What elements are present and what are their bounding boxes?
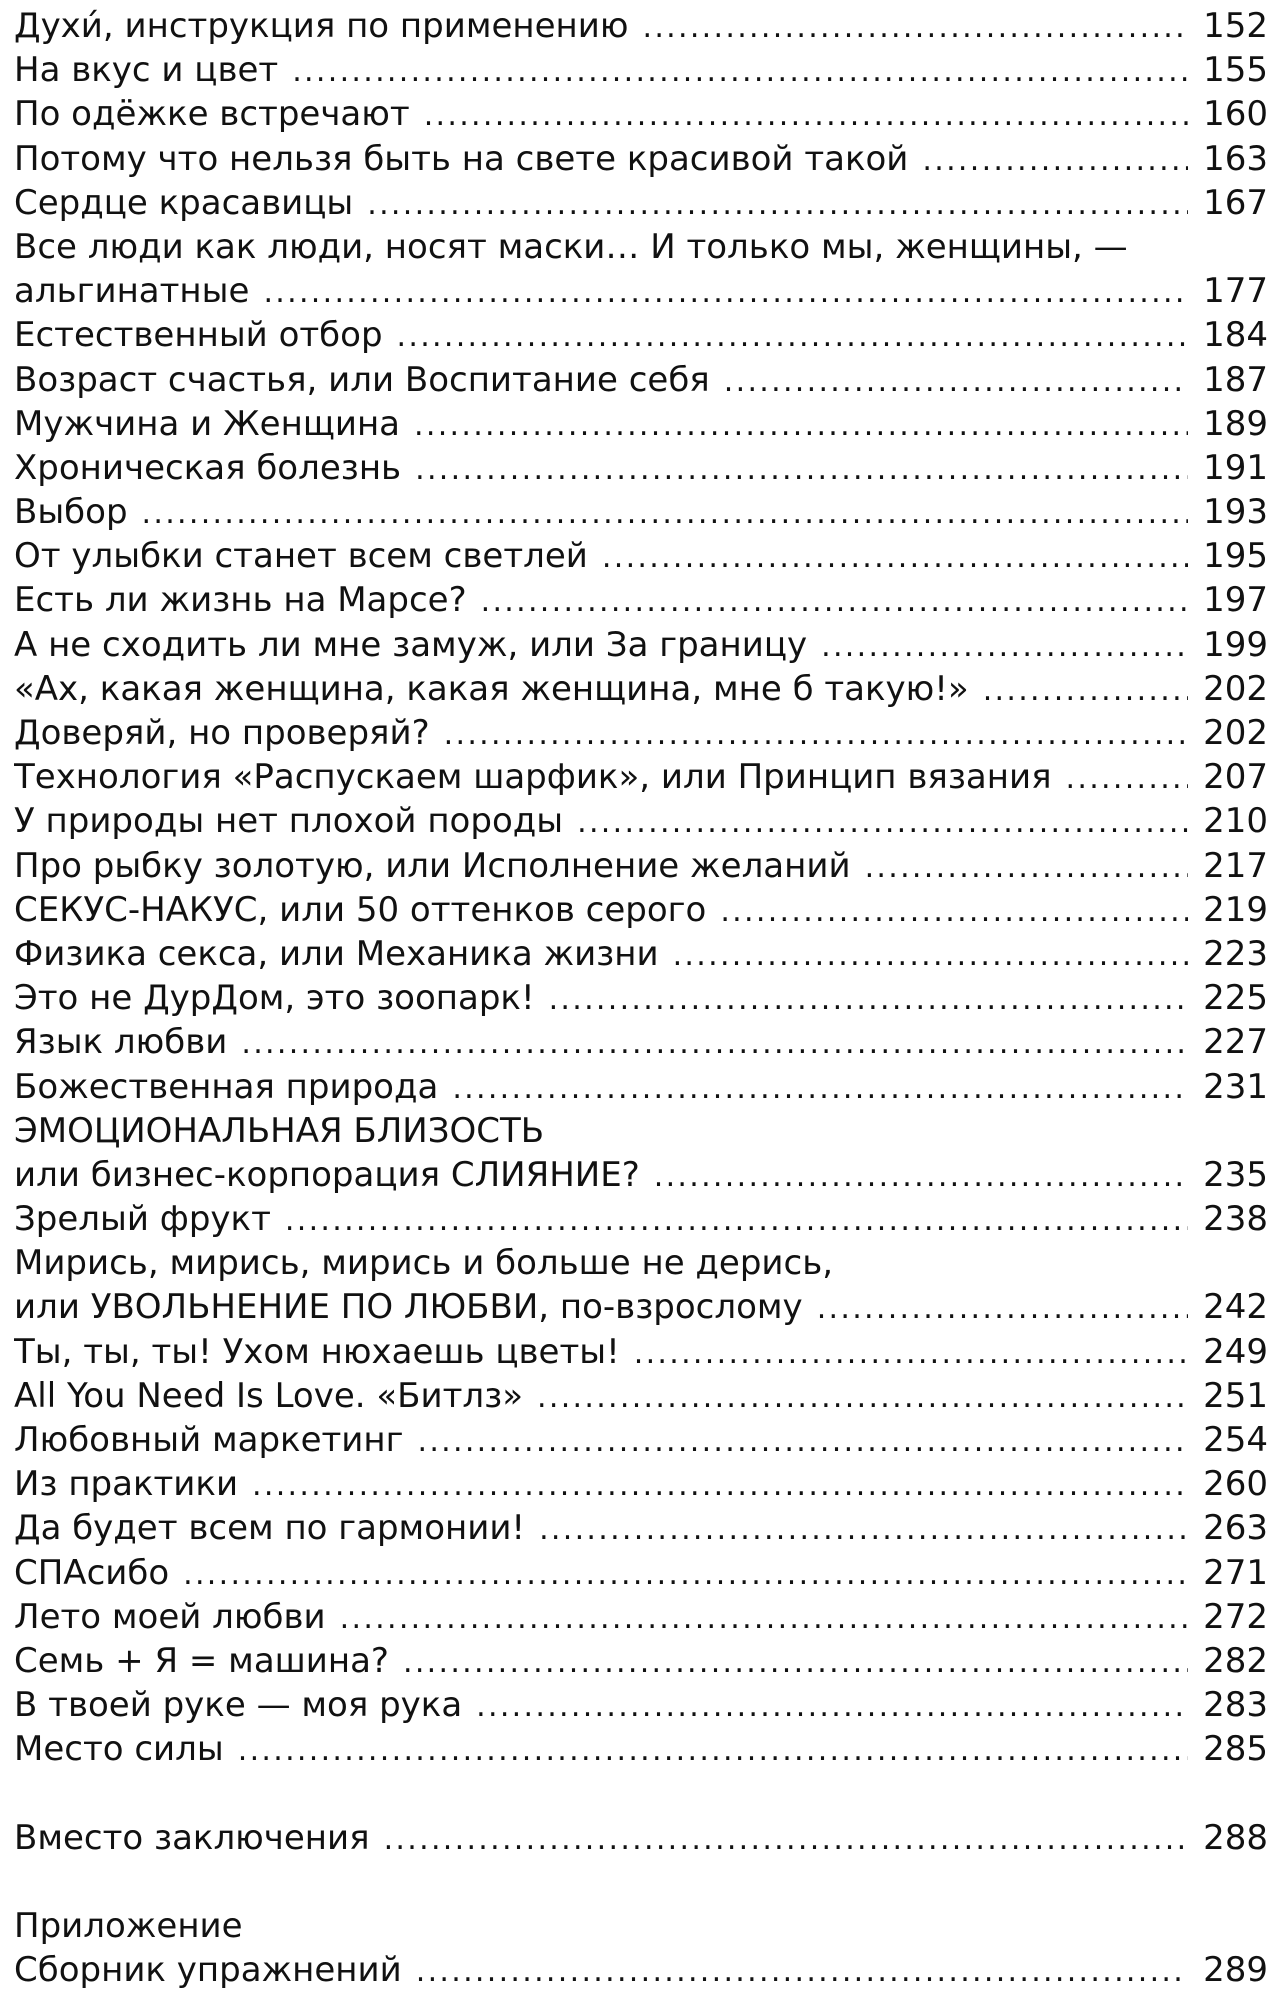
dot-leader xyxy=(252,1464,1188,1506)
toc-entry-title: СЕКУС-НАКУС, или 50 оттенков серого xyxy=(14,889,707,930)
toc-entry xyxy=(14,578,1268,622)
toc-entry xyxy=(14,402,1268,446)
toc-entry-page-number: 227 xyxy=(1203,1022,1268,1063)
dot-leader xyxy=(415,448,1188,490)
toc-entry-title: Физика секса, или Механика жизни xyxy=(14,933,659,974)
toc-entry-title: Про рыбку золотую, или Исполнение желаний xyxy=(14,845,851,886)
toc-spacer xyxy=(14,1772,1268,1816)
toc-entry-title: Семь + Я = машина? xyxy=(14,1640,389,1681)
toc-entry xyxy=(14,1639,1268,1683)
toc-entry xyxy=(14,1595,1268,1639)
toc-entry-title: Место силы xyxy=(14,1729,224,1770)
toc-entry xyxy=(14,1374,1268,1418)
toc-entry xyxy=(14,755,1268,799)
toc-entry xyxy=(14,1683,1268,1727)
toc-entry-page-number: 242 xyxy=(1203,1287,1268,1328)
toc-entry-title: Вместо заключения xyxy=(14,1817,370,1858)
toc-entry xyxy=(14,446,1268,490)
toc-entry xyxy=(14,1727,1268,1771)
toc-entry-page-number: 254 xyxy=(1203,1420,1268,1460)
toc-entry xyxy=(14,534,1268,578)
toc-entry-page-number: 160 xyxy=(1203,94,1268,135)
toc-entry-page-number: 235 xyxy=(1203,1154,1268,1195)
toc-entry-title: Это не ДурДом, это зоопарк! xyxy=(14,978,535,1019)
toc-entry-page-number: 184 xyxy=(1203,315,1268,356)
dot-leader xyxy=(403,1641,1188,1683)
dot-leader xyxy=(643,6,1189,48)
toc-entry xyxy=(14,844,1268,888)
dot-leader xyxy=(537,1376,1188,1418)
dot-leader xyxy=(720,890,1188,932)
toc-entry-title: Выбор xyxy=(14,492,128,533)
toc-entry-page-number: 191 xyxy=(1203,447,1268,488)
toc-entry-page-number: 251 xyxy=(1203,1375,1268,1416)
toc-entry-page-number: 167 xyxy=(1203,182,1268,223)
dot-leader xyxy=(983,669,1188,711)
toc-entry-title: Возраст счастья, или Воспитание себя xyxy=(14,359,710,400)
toc-entry-page-number: 152 xyxy=(1203,6,1268,46)
dot-leader xyxy=(673,934,1188,976)
toc-entry xyxy=(14,1330,1268,1374)
table-of-contents xyxy=(14,4,1268,1992)
toc-entry-page-number: 263 xyxy=(1203,1508,1268,1549)
toc-entry xyxy=(14,1153,1268,1197)
toc-entry-page-number: 285 xyxy=(1203,1729,1268,1770)
toc-entry-title: СПАсибо xyxy=(14,1552,170,1593)
toc-entry-title: Божественная природа xyxy=(14,1066,439,1107)
toc-entry xyxy=(14,623,1268,667)
toc-entry xyxy=(14,1462,1268,1506)
toc-entry xyxy=(14,4,1268,48)
toc-entry xyxy=(14,313,1268,357)
toc-entry-title: В твоей руке — моя рука xyxy=(14,1685,463,1726)
toc-entry-page-number: 260 xyxy=(1203,1464,1268,1505)
toc-entry-page-number: 223 xyxy=(1203,933,1268,974)
toc-entry-page-number: 187 xyxy=(1203,359,1268,400)
toc-entry-title: ЭМОЦИОНАЛЬНАЯ БЛИЗОСТЬ xyxy=(14,1110,545,1151)
dot-leader xyxy=(444,713,1188,755)
toc-entry-page-number: 195 xyxy=(1203,536,1268,577)
dot-leader xyxy=(724,360,1188,402)
toc-entry xyxy=(14,1065,1268,1109)
toc-entry-page-number: 163 xyxy=(1203,138,1268,179)
dot-leader xyxy=(263,271,1188,313)
toc-entry-title: или УВОЛЬНЕНИЕ ПО ЛЮБВИ, по-взрослому xyxy=(14,1287,803,1328)
toc-entry-page-number: 271 xyxy=(1203,1552,1268,1593)
dot-leader xyxy=(397,315,1188,357)
toc-entry-title: Духи́, инструкция по применению xyxy=(14,6,629,46)
dot-leader xyxy=(416,1950,1188,1992)
toc-entry-page-number: 225 xyxy=(1203,978,1268,1019)
toc-entry-page-number: 283 xyxy=(1203,1685,1268,1726)
toc-entry-title: От улыбки станет всем светлей xyxy=(14,536,588,577)
toc-entry xyxy=(14,181,1268,225)
dot-leader xyxy=(285,1199,1188,1241)
dot-leader xyxy=(865,846,1188,888)
toc-entry-page-number: 189 xyxy=(1203,403,1268,444)
toc-entry-title: Любовный маркетинг xyxy=(14,1420,404,1460)
toc-entry-page-number: 272 xyxy=(1203,1596,1268,1637)
toc-entry-page-number: 193 xyxy=(1203,492,1268,533)
toc-entry-page-number: 231 xyxy=(1203,1066,1268,1107)
toc-entry-title: Язык любви xyxy=(14,1022,228,1063)
dot-leader xyxy=(1066,757,1188,799)
toc-entry-page-number: 202 xyxy=(1203,713,1268,753)
dot-leader xyxy=(602,536,1188,578)
dot-leader xyxy=(922,139,1188,181)
dot-leader xyxy=(476,1685,1188,1727)
toc-entry xyxy=(14,711,1268,755)
toc-entry-title: Из практики xyxy=(14,1464,239,1505)
toc-entry xyxy=(14,137,1268,181)
toc-entry-page-number: 282 xyxy=(1203,1640,1268,1681)
toc-entry-page-number: 199 xyxy=(1203,624,1268,665)
toc-entry-title: All You Need Is Love. «Битлз» xyxy=(14,1375,524,1416)
toc-entry-title: Приложение xyxy=(14,1906,243,1947)
toc-entry-page-number: 207 xyxy=(1203,757,1268,798)
toc-entry-page-number: 197 xyxy=(1203,580,1268,621)
toc-entry xyxy=(14,1197,1268,1241)
dot-leader xyxy=(340,1597,1188,1639)
toc-entry-title: У природы нет плохой породы xyxy=(14,801,564,842)
toc-entry-page-number: 177 xyxy=(1203,271,1268,312)
toc-entry-title: Есть ли жизнь на Марсе? xyxy=(14,580,467,621)
toc-entry-title: Мирись, мирись, мирись и больше не дерись, xyxy=(14,1243,834,1284)
toc-entry-title: На вкус и цвет xyxy=(14,50,279,91)
toc-entry-page-number: 289 xyxy=(1203,1950,1268,1991)
toc-entry-title: Да будет всем по гармонии! xyxy=(14,1508,526,1549)
dot-leader xyxy=(142,492,1188,534)
dot-leader xyxy=(238,1729,1188,1771)
toc-entry xyxy=(14,1418,1268,1462)
toc-entry-title: альгинатные xyxy=(14,271,250,312)
toc-entry xyxy=(14,667,1268,711)
toc-entry xyxy=(14,1109,1268,1153)
dot-leader xyxy=(577,801,1188,843)
toc-entry xyxy=(14,1551,1268,1595)
toc-entry-page-number: 288 xyxy=(1203,1817,1268,1858)
toc-entry xyxy=(14,48,1268,92)
dot-leader xyxy=(241,1022,1188,1064)
toc-entry-title: По одёжке встречают xyxy=(14,94,410,135)
dot-leader xyxy=(384,1818,1188,1860)
dot-leader xyxy=(481,580,1188,622)
toc-entry-title: Хроническая болезнь xyxy=(14,447,402,488)
toc-entry-title: Все люди как люди, носят маски… И только мы, женщины, — xyxy=(14,226,1128,267)
toc-entry-title: «Ах, какая женщина, какая женщина, мне б такую!» xyxy=(14,668,969,709)
toc-entry-title: А не сходить ли мне замуж, или За границу xyxy=(14,624,808,665)
toc-entry xyxy=(14,1904,1268,1948)
toc-entry-title: Потому что нельзя быть на свете красивой такой xyxy=(14,138,909,179)
toc-entry xyxy=(14,269,1268,313)
dot-leader xyxy=(452,1067,1188,1109)
toc-entry-page-number: 219 xyxy=(1203,889,1268,930)
dot-leader xyxy=(292,50,1188,92)
dot-leader xyxy=(634,1332,1188,1374)
toc-entry xyxy=(14,1020,1268,1064)
dot-leader xyxy=(821,625,1188,667)
toc-entry xyxy=(14,490,1268,534)
toc-entry-title: Естественный отбор xyxy=(14,315,383,356)
toc-entry-title: Доверяй, но проверяй? xyxy=(14,713,430,753)
toc-entry-title: Сборник упражнений xyxy=(14,1950,402,1991)
toc-entry-title: Ты, ты, ты! Ухом нюхаешь цветы! xyxy=(14,1331,620,1372)
toc-entry-title: Зрелый фрукт xyxy=(14,1199,271,1240)
toc-entry-title: или бизнес-корпорация СЛИЯНИЕ? xyxy=(14,1154,640,1195)
toc-entry-page-number: 217 xyxy=(1203,845,1268,886)
toc-entry xyxy=(14,225,1268,269)
toc-entry xyxy=(14,1948,1268,1992)
dot-leader xyxy=(418,1420,1189,1462)
dot-leader xyxy=(654,1155,1188,1197)
toc-entry xyxy=(14,888,1268,932)
toc-entry-page-number: 238 xyxy=(1203,1199,1268,1240)
toc-entry-title: Технология «Распускаем шарфик», или Принцип вязания xyxy=(14,757,1052,798)
dot-leader xyxy=(549,978,1188,1020)
toc-entry-page-number: 202 xyxy=(1203,668,1268,709)
toc-entry xyxy=(14,799,1268,843)
toc-spacer xyxy=(14,1860,1268,1904)
toc-entry xyxy=(14,358,1268,402)
toc-entry xyxy=(14,1816,1268,1860)
dot-leader xyxy=(539,1508,1188,1550)
toc-entry-page-number: 155 xyxy=(1203,50,1268,91)
toc-entry-title: Лето моей любви xyxy=(14,1596,326,1637)
dot-leader xyxy=(183,1553,1188,1595)
toc-entry xyxy=(14,92,1268,136)
toc-entry xyxy=(14,976,1268,1020)
dot-leader xyxy=(414,404,1188,446)
dot-leader xyxy=(424,94,1188,136)
dot-leader xyxy=(817,1287,1188,1329)
toc-entry-title: Мужчина и Женщина xyxy=(14,403,401,444)
toc-entry xyxy=(14,932,1268,976)
dot-leader xyxy=(367,183,1188,225)
toc-entry-page-number: 210 xyxy=(1203,801,1268,842)
toc-entry xyxy=(14,1506,1268,1550)
toc-entry-page-number: 249 xyxy=(1203,1331,1268,1372)
toc-entry xyxy=(14,1285,1268,1329)
toc-entry xyxy=(14,1241,1268,1285)
toc-entry-title: Сердце красавицы xyxy=(14,182,354,223)
